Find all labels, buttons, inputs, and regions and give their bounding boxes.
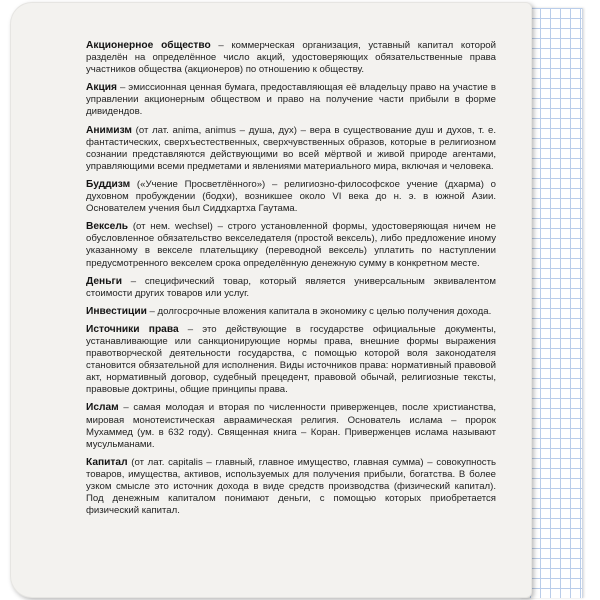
glossary-entry xyxy=(86,221,496,269)
glossary-entry xyxy=(86,40,496,76)
glossary-entry xyxy=(86,276,496,300)
glossary-definition: (от лат. capitalis – главный, главное имущество, главная сумма) – совокупность товаров, имущества, активов, используемых для получения прибыли, богатства. В более узком смысле это источник дохода в виде средств производства (физический капитал). Под денежным капиталом понимают деньги, с помощью которых приобретается физический капитал. xyxy=(86,456,496,517)
glossary-entry xyxy=(86,402,496,450)
glossary-term: Вексель xyxy=(86,221,129,233)
glossary-definition: (от лат. anima, animus – душа, дух) – вера в существование душ и духов, т. е. фантастических, сверхъестественных, сверхчувственных образов, которые в религиозном сознании представляются действующими во всей мёртвой и живой природе агентами, управляющими всеми предметами и явлениями материального мира, включая и человека. xyxy=(86,124,496,172)
glossary-entry xyxy=(86,125,496,173)
glossary-definition: – специфический товар, который является универсальным эквивалентом стоимости других товаров или услуг. xyxy=(86,275,496,299)
glossary-term: Акционерное общество xyxy=(86,40,211,51)
glossary-definition: – долгосрочные вложения капитала в экономику с целью получения дохода. xyxy=(146,305,492,317)
glossary-term: Акция xyxy=(86,82,117,94)
glossary-entry xyxy=(86,457,496,517)
glossary-term: Ислам xyxy=(86,402,119,414)
glossary-entry xyxy=(86,82,496,118)
glossary-term: Инвестиции xyxy=(86,305,147,317)
glossary-entry xyxy=(86,179,496,215)
glossary-term: Анимизм xyxy=(86,124,132,136)
glossary-text xyxy=(86,40,496,592)
glossary-term: Буддизм xyxy=(86,178,131,190)
glossary-entry xyxy=(86,306,496,318)
glossary-definition: – коммерческая организация, уставный капитал которой разделён на определённое число акций, удостоверяющих обязательственные права участников общества (акционеров) по отношению к обществу. xyxy=(86,40,496,76)
glossary-definition: – эмиссионная ценная бумага, предоставляющая её владельцу право на участие в управлении акционерным обществом и право на получение части прибыли в форме дивидендов. xyxy=(86,82,496,118)
glossary-term: Капитал xyxy=(86,456,128,468)
glossary-entry xyxy=(86,324,496,397)
glossary-definition: («Учение Просветлённого») – религиозно-философское учение (дхарма) о духовном пробуждении (бодхи), возникшее около VI века до н. э. в южной Азии. Основателем учения был Сиддхартха Гаутама. xyxy=(86,178,496,215)
glossary-term: Деньги xyxy=(86,275,122,287)
glossary-term: Источники права xyxy=(86,323,179,335)
glossary-definition: – это действующие в государстве официальные документы, устанавливающие или санкционирующие нормы права, внешние формы выражения правотворческой деятельности государства, с помощью которой воля законодателя становится обязательной для исполнения. Виды источников права: нормативный правовой акт, нормативный договор, судебный прецедент, правовой обычай, религиозные тексты, правовые доктрины, общие принципы права. xyxy=(86,323,497,396)
glossary-definition: (от нем. wechsel) – строго установленной формы, удостоверяющая ничем не обусловленное обязательство векселедателя (простой вексель), либо предложение иному указанному в векселе плательщику (переводной вексель) уплатить по наступлении предусмотренного векселем срока определённую денежную сумму в конкретном месте. xyxy=(86,221,496,269)
glossary-definition: – самая молодая и вторая по численности приверженцев, после христианства, мировая монотеистическая авраамическая религия. Основатель ислама – пророк Мухаммед (ум. в 632 году). Священная книга – Коран. Приверженцев ислама называют мусульманами. xyxy=(86,402,496,450)
